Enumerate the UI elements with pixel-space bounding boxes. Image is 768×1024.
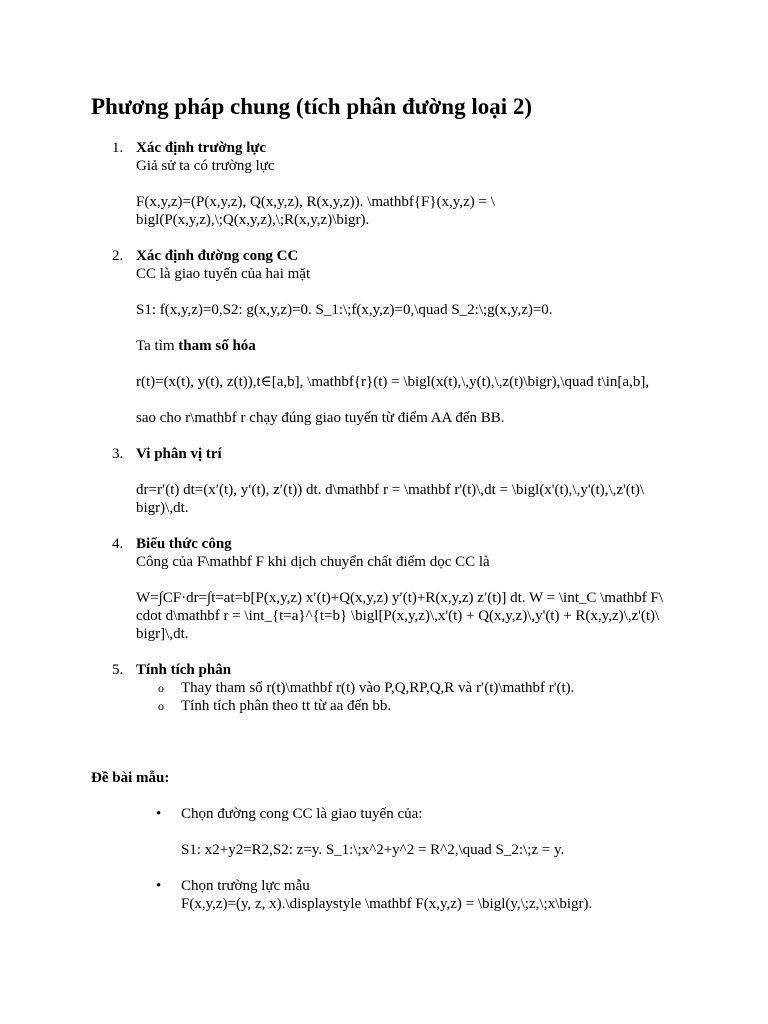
sub-list-item xyxy=(136,697,671,715)
step-text: Giả sử ta có trường lực xyxy=(136,158,275,174)
step-text-end: sao cho r\mathbf r chạy đúng giao tuyến từ điểm AA đến BB. xyxy=(136,410,505,426)
sample-bullet-2 xyxy=(136,877,676,913)
step-text: CC là giao tuyến của hai mặt xyxy=(136,266,311,282)
step-2 xyxy=(91,247,671,427)
bullet-icon: • xyxy=(156,878,162,894)
step-text: Công của F\mathbf F khi dịch chuyển chất điểm dọc CC là xyxy=(136,554,490,570)
sub-list-item xyxy=(136,679,671,697)
bullet-formula: F(x,y,z)=(y, z, x).\displaystyle \mathbf F(x,y,z) = \bigl(y,\;z,\;x\bigr). xyxy=(181,896,593,912)
param-bold: tham số hóa xyxy=(178,338,256,354)
step-formula: W=∫CF·dr=∫t=at=b[P(x,y,z) x′(t)+Q(x,y,z) y′(t)+R(x,y,z) z′(t)] dt. W = \int_C \mathbf F\ cdot d\mathbf r = \int_{t=a}^{t=b} \bigl[P(x,y,z)\,x'(t) + Q(x,y,z)\,y'(t) + R(x,y,z)\,z'(t)\ bigr]\,dt. xyxy=(136,590,664,642)
step-text-param xyxy=(136,337,671,355)
step-formula: S1: f(x,y,z)=0,S2: g(x,y,z)=0. S_1:\;f(x,y,z)=0,\quad S_2:\;g(x,y,z)=0. xyxy=(136,302,553,318)
bullet-formula: S1: x2+y2=R2,S2: z=y. S_1:\;x^2+y^2 = R^2,\quad S_2:\;z = y. xyxy=(181,842,565,858)
step-number: 3. xyxy=(112,446,124,462)
step-formula: dr=r′(t) dt=(x′(t), y′(t), z′(t)) dt. d\mathbf r = \mathbf r'(t)\,dt = \bigl(x'(t),\,y'(t),\,z'(t)\ bigr)\,dt. xyxy=(136,482,645,516)
sample-heading: Đề bài mẫu: xyxy=(91,770,170,786)
step-heading: Vi phân vị trí xyxy=(136,446,222,462)
step-heading: Tính tích phân xyxy=(136,662,232,678)
bullet-icon: • xyxy=(156,806,162,822)
step-number: 2. xyxy=(112,248,124,264)
circle-bullet-icon: o xyxy=(158,681,164,695)
step-3 xyxy=(91,445,671,517)
sample-bullet-1 xyxy=(136,805,676,859)
step-number: 4. xyxy=(112,536,124,552)
sub-item-text: Thay tham số r(t)\mathbf r(t) vào P,Q,RP,Q,R và r′(t)\mathbf r'(t). xyxy=(181,680,575,696)
sub-item-text: Tính tích phân theo tt từ aa đến bb. xyxy=(181,698,392,714)
circle-bullet-icon: o xyxy=(158,699,164,713)
step-heading: Xác định đường cong CC xyxy=(136,248,299,264)
bullet-text: Chọn trường lực mẫu xyxy=(181,878,310,894)
param-formula: r(t)=(x(t), y(t), z(t)),t∈[a,b], \mathbf{r}(t) = \bigl(x(t),\,y(t),\,z(t)\bigr),\quad t\in[a,b], xyxy=(136,374,650,390)
param-prefix: Ta tìm xyxy=(136,338,179,354)
page-title: Phương pháp chung (tích phân đường loại 2) xyxy=(91,94,533,119)
bullet-text: Chọn đường cong CC là giao tuyến của: xyxy=(181,806,423,822)
step-number: 1. xyxy=(112,140,124,156)
step-1 xyxy=(91,139,671,229)
step-5 xyxy=(91,661,671,715)
step-heading: Biểu thức công xyxy=(136,536,232,552)
step-heading: Xác định trường lực xyxy=(136,140,267,156)
step-4 xyxy=(91,535,671,643)
step-formula: F(x,y,z)=(P(x,y,z), Q(x,y,z), R(x,y,z)). \mathbf{F}(x,y,z) = \ bigl(P(x,y,z),\;Q(x,y,z),\;R(x,y,z)\bigr). xyxy=(136,194,495,228)
step-number: 5. xyxy=(112,662,124,678)
